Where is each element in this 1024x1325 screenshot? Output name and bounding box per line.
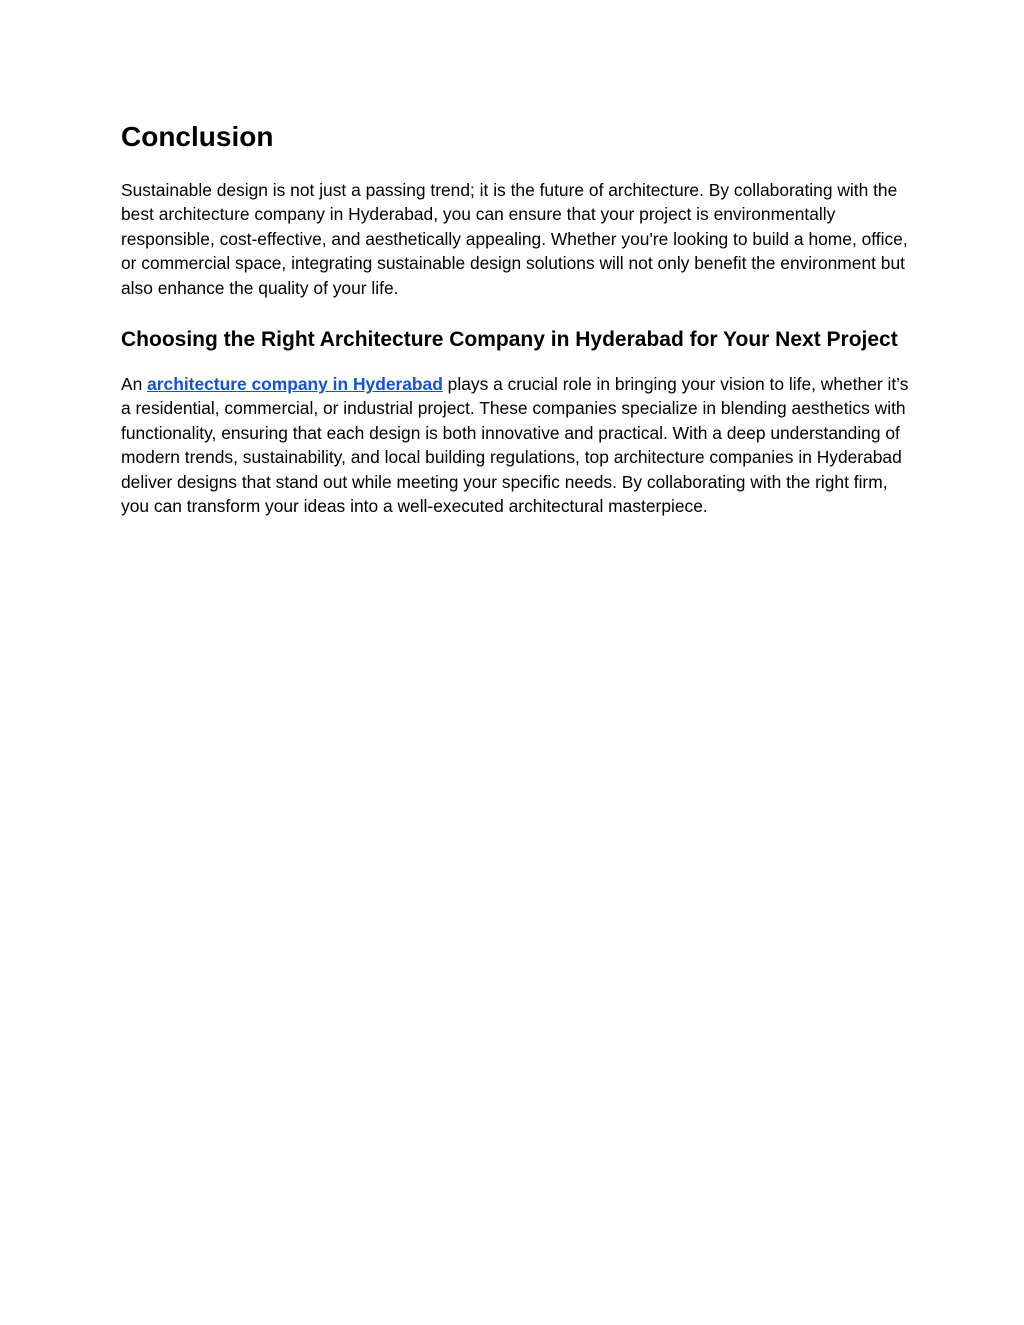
paragraph-prefix: An [121,374,148,395]
conclusion-paragraph: Sustainable design is not just a passing trend; it is the future of architecture. By collaborating with the best architecture company in Hyderabad, you can ensure that your project is environmentally responsible, cost-effective, and aesthetically appealing. Whether you're looking to build a home, office, or commercial space, integrating sustainable design solutions will not only benefit the environment but also enhance the quality of your life. [121,180,908,298]
paragraph-rest: plays a crucial role in bringing your vision to life, whether it’s a residential, commercial, or industrial project. These companies specialize in blending aesthetics with functionality, ensuring that each design is both innovative and practical. With a deep understanding of modern trends, sustainability, and local building regulations, top architecture companies in Hyderabad deliver designs that stand out while meeting your specific needs. By collaborating with the right firm, you can transform your ideas into a well-executed architectural masterpiece. [121,374,909,517]
document-content [121,119,911,518]
section-paragraph [121,372,911,518]
section-heading: Choosing the Right Architecture Company in Hyderabad for Your Next Project [121,328,898,352]
conclusion-heading: Conclusion [121,121,274,152]
architecture-company-link[interactable]: architecture company in Hyderabad [147,374,443,395]
